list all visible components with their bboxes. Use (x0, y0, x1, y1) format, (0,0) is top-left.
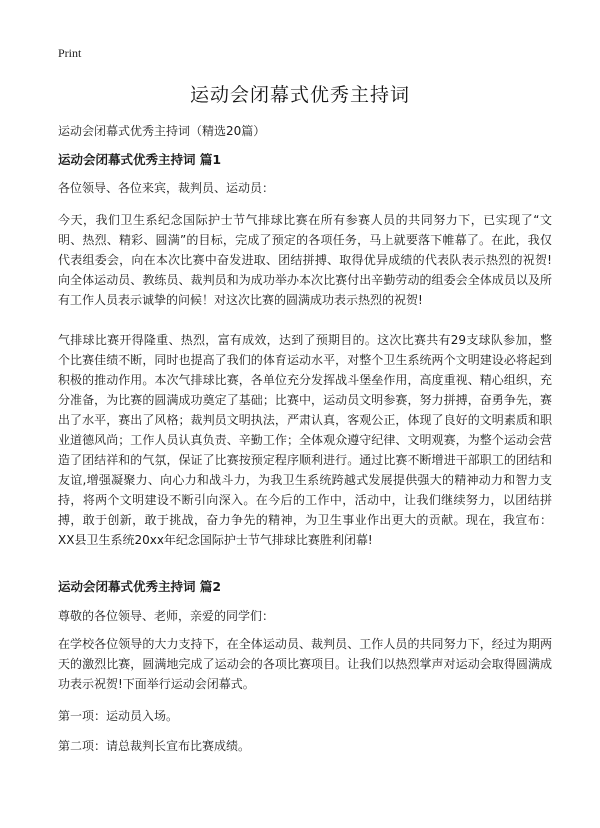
section-2-greeting: 尊敬的各位领导、老师，亲爱的同学们： (58, 609, 275, 623)
print-link[interactable]: Print (58, 46, 82, 60)
section-2-heading: 运动会闭幕式优秀主持词 篇2 (58, 579, 222, 594)
section-1-heading: 运动会闭幕式优秀主持词 篇1 (58, 152, 222, 167)
section-1-paragraph-2: 气排球比赛开得隆重、热烈，富有成效，达到了预期目的。这次比赛共有29支球队参加，整个比赛佳绩不断，同时也提高了我们的体育运动水平，对整个卫生系统两个文明建设必将起到积极的推动作用。本次气排球比赛，各单位充分发挥战斗堡垒作用，高度重视、精心组织，充分准备，为比赛的圆满成功奠定了基础；比赛中，运动员文明参赛，努力拼搏，奋勇争先，赛出了水平，赛出了风格；裁判员文明执法，严肃认真，客观公正，体现了良好的文明素质和职业道德风尚；工作人员认真负责、辛勤工作；全体观众遵守纪律、文明观赛，为整个运动会营造了团结祥和的气氛，保证了比赛按预定程序顺利进行。通过比赛不断增进干部职工的团结和友谊,增强凝聚力、向心力和战斗力，为我卫生系统跨越式发展提供强大的精神动力和智力支持，将两个文明建设不断引向深入。在今后的工作中，活动中，让我们继续努力，以团结拼搏，敢于创新，敢于挑战，奋力争先的精神，为卫生事业作出更大的贡献。现在，我宣布：XX县卫生系统20xx年纪念国际护士节气排球比赛胜利闭幕! (58, 333, 552, 547)
document-subtitle: 运动会闭幕式优秀主持词（精选20篇） (58, 124, 266, 138)
section-1-paragraph-1: 今天，我们卫生系纪念国际护士节气排球比赛在所有参赛人员的共同努力下，已实现了“文明、热烈、精彩、圆满”的目标，完成了预定的各项任务，马上就要落下帷幕了。在此，我仅代表组委会，向在本次比赛中奋发进取、团结拼搏、取得优异成绩的代表队表示热烈的祝贺!向全体运动员、教练员、裁判员和为成功举办本次比赛付出辛勤劳动的组委会全体成员以及所有工作人员表示诚挚的问候！对这次比赛的圆满成功表示热烈的祝贺! (58, 213, 552, 307)
section-1-greeting: 各位领导、各位来宾，裁判员、运动员： (58, 181, 275, 195)
section-2-item-2: 第二项：请总裁判长宣布比赛成绩。 (58, 739, 251, 753)
section-2-item-1: 第一项：运动员入场。 (58, 709, 179, 723)
section-2-paragraph-1: 在学校各位领导的大力支持下，在全体运动员、裁判员、工作人员的共同努力下，经过为期两天的激烈比赛，圆满地完成了运动会的各项比赛项目。让我们以热烈掌声对运动会取得圆满成功表示祝贺!下面举行运动会闭幕式。 (58, 637, 552, 691)
page-title: 运动会闭幕式优秀主持词 (189, 84, 410, 106)
